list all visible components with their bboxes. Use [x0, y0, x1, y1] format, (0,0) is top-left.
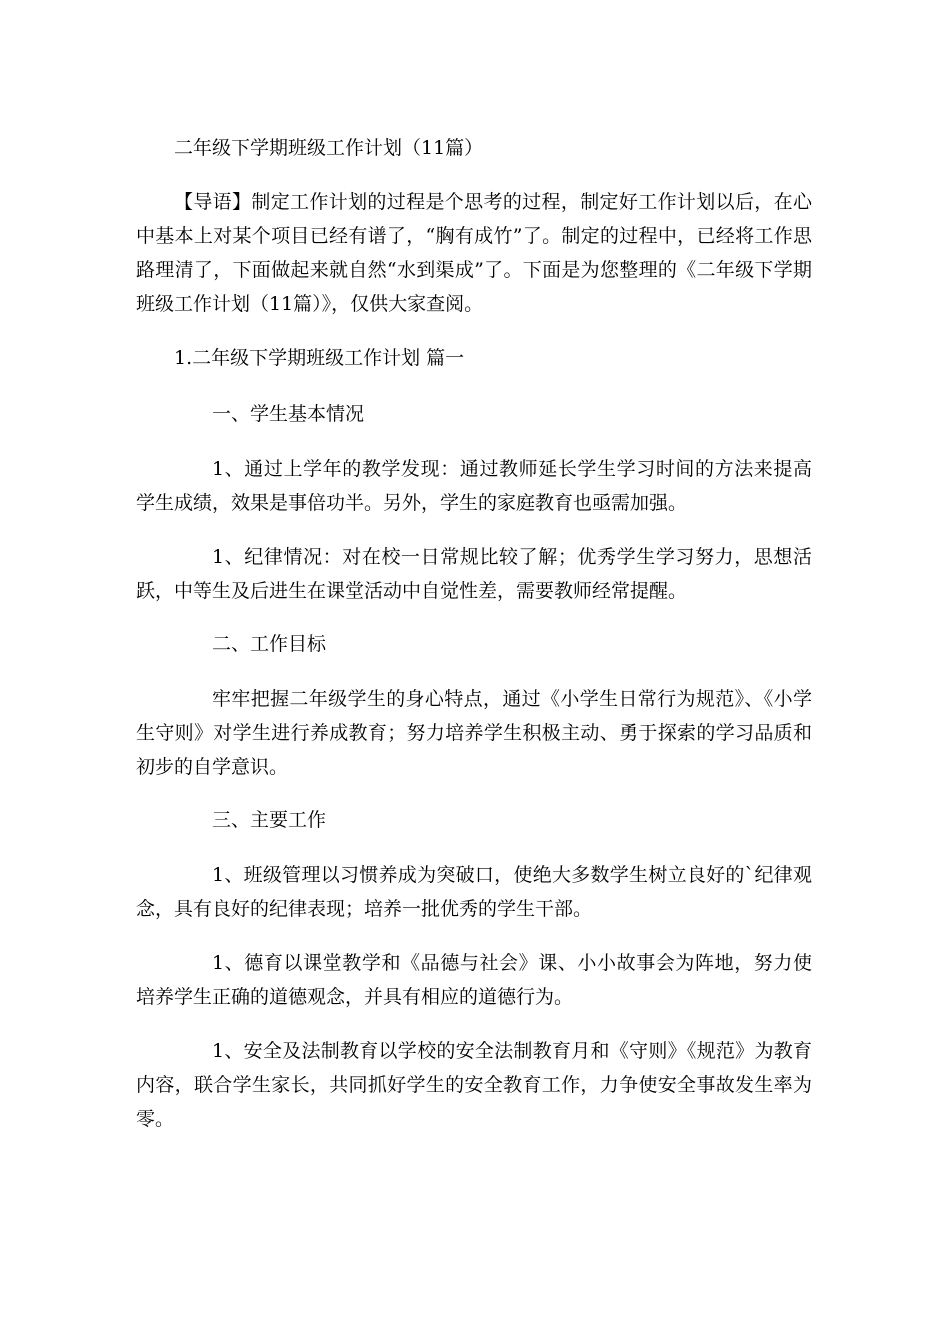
- paragraph-moral-education: 1、德育以课堂教学和《品德与社会》课、小小故事会为阵地，努力使培养学生正确的道德观念，并具有相应的道德行为。: [136, 952, 812, 1008]
- section-heading-main-work: 三、主要工作: [212, 809, 327, 831]
- intro-paragraph: 【导语】制定工作计划的过程是个思考的过程，制定好工作计划以后，在心中基本上对某个项目已经有谱了，“胸有成竹”了。制定的过程中，已经将工作思路理清了，下面做起来就自然“水到渠成”了。下面是为您整理的《二年级下学期班级工作计划（11篇）》，仅供大家查阅。: [136, 191, 812, 315]
- paragraph-goals: 牢牢把握二年级学生的身心特点，通过《小学生日常行为规范》、《小学生守则》对学生进行养成教育；努力培养学生积极主动、勇于探索的学习品质和初步的自学意识。: [136, 688, 812, 778]
- section-heading-basic-info: 一、学生基本情况: [212, 403, 365, 425]
- section-heading-goals: 二、工作目标: [212, 633, 327, 655]
- paragraph-teaching-findings: 1、通过上学年的教学发现：通过教师延长学生学习时间的方法来提高学生成绩，效果是事倍功半。另外，学生的家庭教育也亟需加强。: [136, 458, 812, 514]
- chapter-heading: 1.二年级下学期班级工作计划 篇一: [174, 347, 465, 369]
- paragraph-class-management: 1、班级管理以习惯养成为突破口，使绝大多数学生树立良好的`纪律观念，具有良好的纪律表现；培养一批优秀的学生干部。: [136, 864, 812, 920]
- paragraph-safety-education: 1、安全及法制教育以学校的安全法制教育月和《守则》《规范》为教育内容，联合学生家长，共同抓好学生的安全教育工作，力争使安全事故发生率为零。: [136, 1040, 812, 1130]
- paragraph-discipline: 1、纪律情况：对在校一日常规比较了解；优秀学生学习努力，思想活跃，中等生及后进生在课堂活动中自觉性差，需要教师经常提醒。: [136, 546, 812, 602]
- document-title: 二年级下学期班级工作计划（11篇）: [174, 137, 484, 159]
